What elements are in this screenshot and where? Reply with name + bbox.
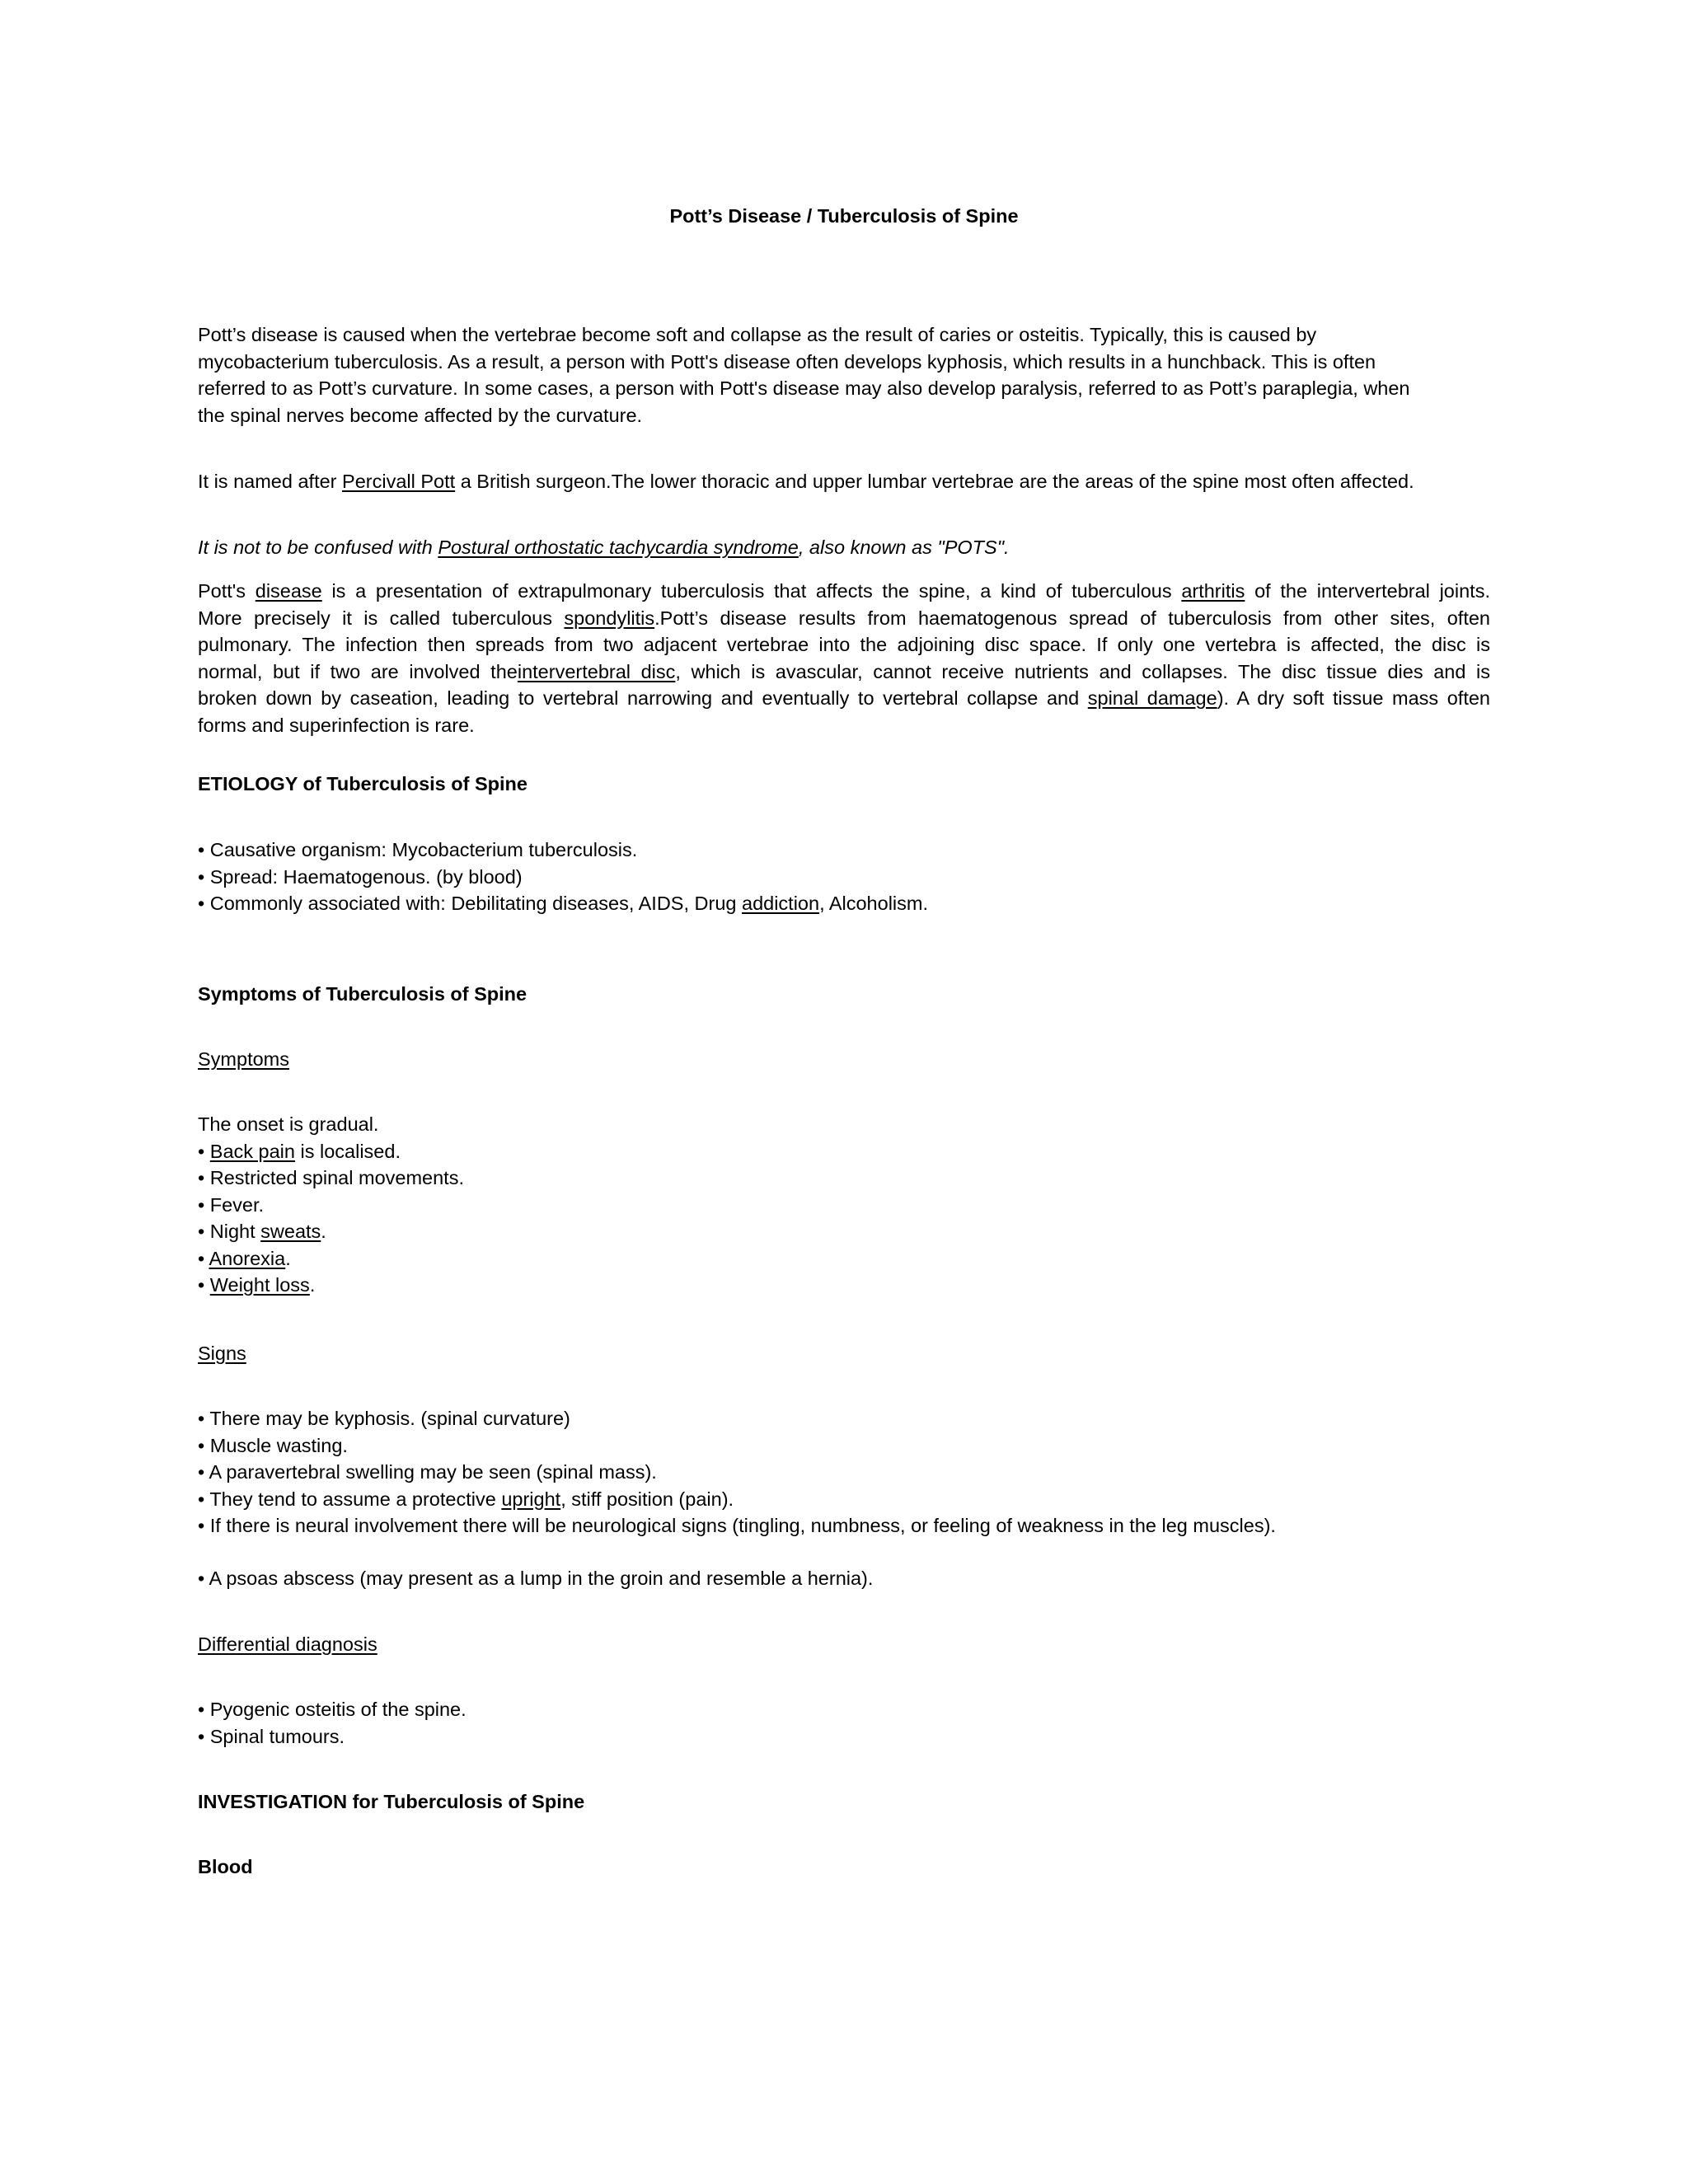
text: , also known as "POTS".: [798, 537, 1010, 558]
arthritis-link[interactable]: arthritis: [1181, 580, 1245, 602]
text: More precisely it is called tuberculous: [198, 607, 565, 629]
addiction-link[interactable]: addiction: [742, 893, 820, 914]
text: a British surgeon.The lower thoracic and upper lumbar vertebrae are the areas of the spine most often affected.: [455, 471, 1414, 492]
intro-line: Pott’s disease is caused when the vertebrae become soft and collapse as the result of caries or osteitis. Typically, this is caused by: [198, 324, 1317, 345]
list-item: • Muscle wasting.: [198, 1434, 348, 1456]
text: Pott's: [198, 580, 256, 602]
list-item: • Back pain is localised.: [198, 1140, 401, 1162]
document-title: Pott’s Disease / Tuberculosis of Spine: [669, 205, 1019, 227]
pots-note-paragraph: [198, 534, 1490, 561]
text: of the intervertebral joints.: [1245, 580, 1490, 602]
intro-paragraph: [198, 321, 1490, 429]
intro-line: the spinal nerves become affected by the curvature.: [198, 404, 643, 426]
list-item: • Spinal tumours.: [198, 1725, 345, 1747]
list-item: • Fever.: [198, 1193, 265, 1216]
text: pulmonary. The infection then spreads from two adjacent vertebrae into the adjoining disc space. If only one vertebra is affected, the disc is: [198, 634, 1490, 655]
signs-subheading: Signs: [198, 1343, 246, 1364]
differential-list: [198, 1696, 1490, 1750]
list-item: The onset is gradual.: [198, 1113, 379, 1135]
intro-line: referred to as Pott’s curvature. In some cases, a person with Pott's disease may also develop paralysis, referred to as Pott’s paraplegia, when: [198, 377, 1410, 399]
etiology-list: [198, 837, 1490, 917]
disease-link[interactable]: disease: [255, 580, 322, 602]
text: It is not to be confused with: [198, 537, 438, 558]
text: broken down by caseation, leading to vertebral narrowing and eventually to vertebral collapse and: [198, 687, 1088, 709]
named-after-paragraph: [198, 468, 1490, 495]
text: , which is avascular, cannot receive nutrients and collapses. The disc tissue dies and is: [675, 660, 1490, 682]
blood-subheading: Blood: [198, 1856, 253, 1877]
intervertebral-disc-link[interactable]: intervertebral disc: [517, 660, 676, 682]
list-item: • Weight loss.: [198, 1274, 316, 1296]
weight-loss-link[interactable]: Weight loss: [209, 1274, 310, 1296]
text: is a presentation of extrapulmonary tuberculosis that affects the spine, a kind of tuberculous: [321, 580, 1182, 602]
list-item: • They tend to assume a protective upright, stiff position (pain).: [198, 1488, 734, 1510]
presentation-paragraph: [198, 578, 1490, 738]
differential-subheading: Differential diagnosis: [198, 1633, 377, 1655]
list-item: • Anorexia.: [198, 1247, 291, 1269]
text: It is named after: [198, 471, 343, 492]
symptoms-subheading: Symptoms: [198, 1048, 289, 1070]
pots-syndrome-link[interactable]: Postural orthostatic tachycardia syndrome: [438, 537, 799, 558]
text: .Pott’s disease results from haematogenous spread of tuberculosis from other sites, often: [654, 607, 1490, 629]
list-item: • Commonly associated with: Debilitating diseases, AIDS, Drug addiction, Alcoholism.: [198, 893, 928, 914]
list-item: • There may be kyphosis. (spinal curvature): [198, 1408, 570, 1429]
psoas-abscess-item: • A psoas abscess (may present as a lump in the groin and resemble a hernia).: [198, 1568, 874, 1589]
list-item: • Restricted spinal movements.: [198, 1167, 464, 1188]
spondylitis-link[interactable]: spondylitis: [564, 607, 655, 629]
percivall-pott-link[interactable]: Percivall Pott: [342, 471, 456, 492]
spinal-damage-link[interactable]: spinal damage: [1087, 687, 1217, 709]
text: forms and superinfection is rare.: [198, 714, 475, 736]
symptoms-list: [198, 1111, 1490, 1299]
anorexia-link[interactable]: Anorexia: [209, 1247, 286, 1269]
list-item: • Causative organism: Mycobacterium tuberculosis.: [198, 839, 638, 860]
list-item: • Pyogenic osteitis of the spine.: [198, 1699, 467, 1720]
symptoms-heading: Symptoms of Tuberculosis of Spine: [198, 983, 528, 1005]
upright-link[interactable]: upright: [501, 1488, 561, 1510]
list-item: • If there is neural involvement there will be neurological signs (tingling, numbness, or feeling of weakness in the leg muscles).: [198, 1515, 1276, 1536]
list-item: • Spread: Haematogenous. (by blood): [198, 865, 523, 888]
list-item: • A paravertebral swelling may be seen (spinal mass).: [198, 1461, 657, 1483]
text: normal, but if two are involved the: [198, 660, 518, 682]
back-pain-link[interactable]: Back pain: [209, 1140, 295, 1162]
intro-line: mycobacterium tuberculosis. As a result, a person with Pott's disease often develops kyphosis, which results in a hunchback. This is often: [198, 350, 1376, 373]
investigation-heading: INVESTIGATION for Tuberculosis of Spine: [198, 1791, 585, 1812]
signs-list: [198, 1405, 1490, 1540]
etiology-heading: ETIOLOGY of Tuberculosis of Spine: [198, 773, 528, 794]
list-item: • Night sweats.: [198, 1221, 326, 1242]
text: ). A dry soft tissue mass often: [1217, 687, 1490, 709]
sweats-link[interactable]: sweats: [260, 1221, 321, 1242]
